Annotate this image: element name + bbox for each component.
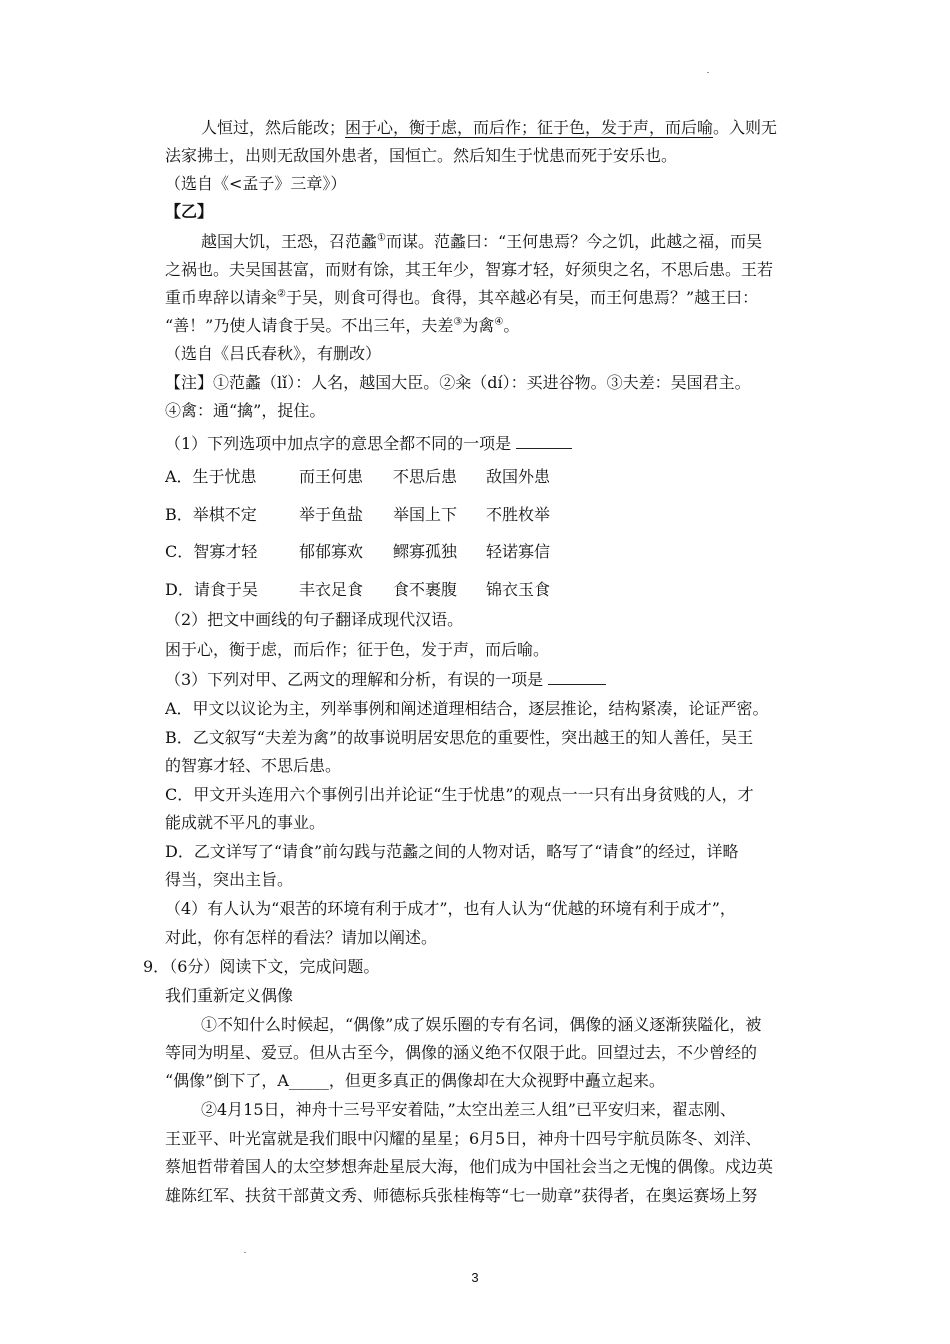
para-1-line-1: ①不知什么时候起，“偶像”成了娱乐圈的专有名词，偶像的涵义逐渐狭隘化，被 <box>201 1015 762 1034</box>
q9-number: 9． <box>143 957 170 976</box>
footnote-mark-4: ④ <box>494 316 504 328</box>
option-d-c: 食不裹腹 <box>393 580 458 599</box>
yi-source: （选自《吕氏春秋》，有删改） <box>165 344 382 363</box>
footnote-mark-3: ③ <box>453 316 463 328</box>
para-2-line-1: ②4月15日，神舟十三号平安着陆，”太空出差三人组”已平安归来，翟志刚、 <box>201 1100 736 1119</box>
jia-line-1-post: 。入则无 <box>713 118 778 137</box>
scan-speck <box>707 72 709 73</box>
article-title: 我们重新定义偶像 <box>165 986 294 1005</box>
option-b-label: B．举棋不定 <box>165 505 257 524</box>
yi-heading: 【乙】 <box>165 202 214 221</box>
option-b-c: 举国上下 <box>393 505 458 524</box>
para-2-line-3: 蔡旭哲带着国人的太空梦想奔赴星辰大海，他们成为中国社会当之无愧的偶像。戍边英 <box>165 1157 774 1176</box>
q3-option-d-line-2: 得当，突出主旨。 <box>165 870 294 889</box>
option-c-d: 轻诺寡信 <box>486 542 551 561</box>
option-c-c: 鳏寡孤独 <box>393 542 458 561</box>
option-b-b: 举于鱼盐 <box>299 505 364 524</box>
yi-line-3 <box>165 286 758 310</box>
para-1-line-3-pre: “偶像”倒下了，A <box>165 1071 289 1090</box>
q3-stem <box>165 667 606 692</box>
yi-line-1 <box>201 230 762 254</box>
q2-stem: （2）把文中画线的句子翻译成现代汉语。 <box>165 610 464 629</box>
para-1-line-2: 等同为明星、爱豆。但从古至今，偶像的涵义绝不仅限于此。回望过去，不少曾经的 <box>165 1043 758 1062</box>
jia-line-2: 法家拂士，出则无敌国外患者，国恒亡。然后知生于忧患而死于安乐也。 <box>165 146 678 165</box>
yi-line-1-post: 而谋。范蠡曰：“王何患焉？今之饥，此越之福，而吴 <box>385 232 763 251</box>
yi-line-4 <box>165 314 519 338</box>
answer-blank[interactable] <box>548 667 606 685</box>
option-b-d: 不胜枚举 <box>486 505 551 524</box>
q4-line-2: 对此，你有怎样的看法？请加以阐述。 <box>165 928 438 947</box>
footnote-mark-2: ② <box>277 288 286 300</box>
option-a-b: 而王何患 <box>299 467 364 486</box>
q3-option-a: A．甲文以议论为主，列举事例和阐述道理相结合，逐层推论，结构紧凑，论证严密。 <box>165 699 769 718</box>
yi-line-2: 之祸也。夫吴国甚富，而财有馀，其王年少，智寡才轻，好须臾之名，不思后患。王若 <box>165 260 774 279</box>
option-a-d: 敌国外患 <box>486 467 551 486</box>
option-c-label: C．智寡才轻 <box>165 542 258 561</box>
q3-option-d-line-1: D．乙文详写了“请食”前勾践与范蠡之间的人物对话，略写了“请食”的经过，详略 <box>165 842 739 861</box>
yi-line-1-text: 越国大饥，王恐，召范蠡 <box>201 232 378 251</box>
para-1-line-3-post: ，但更多真正的偶像却在大众视野中矗立起来。 <box>328 1071 665 1090</box>
jia-source: （选自《<孟子》三章》） <box>165 174 347 193</box>
q1-stem <box>165 431 572 456</box>
para-1-line-3 <box>165 1069 665 1093</box>
q2-sentence: 困于心，衡于虑，而后作；征于色，发于声，而后喻。 <box>165 640 550 659</box>
q9-header <box>143 955 379 979</box>
option-d-d: 锦衣玉食 <box>486 580 551 599</box>
q3-option-b-line-2: 的智寡才轻、不思后患。 <box>165 756 342 775</box>
option-a-c: 不思后患 <box>393 467 458 486</box>
q4-line-1: （4）有人认为“艰苦的环境有利于成才”，也有人认为“优越的环境有利于成才”， <box>165 899 736 918</box>
yi-line-3-pre: 重币卑辞以请籴 <box>165 288 278 307</box>
option-d-b: 丰衣足食 <box>299 580 364 599</box>
yi-line-4-post: 。 <box>503 316 520 335</box>
yi-line-3-post: 于吴，则食可得也。食得，其卒越必有吴，而王何患焉？”越王曰： <box>285 288 759 307</box>
q3-option-b-line-1: B．乙文叙写“夫差为禽”的故事说明居安思危的重要性，突出越王的知人善任，吴王 <box>165 728 754 747</box>
footnote-mark-1: ① <box>377 232 386 244</box>
option-d-label: D．请食于吴 <box>165 580 258 599</box>
para-2-line-2: 王亚平、叶光富就是我们眼中闪耀的星星；6月5日，神舟十四号宇航员陈冬、刘洋、 <box>165 1129 762 1148</box>
yi-note-2: ④禽：通“擒”，捉住。 <box>165 401 326 420</box>
q3-stem-text: （3）下列对甲、乙两文的理解和分析，有误的一项是 <box>165 670 544 689</box>
underlined-sentence: 困于心，衡于虑，而后作；征于色，发于声，而后喻 <box>345 118 714 137</box>
jia-line-1 <box>201 116 777 140</box>
fill-blank-a[interactable]: _____ <box>288 1071 329 1090</box>
option-c-b: 郁郁寡欢 <box>299 542 364 561</box>
yi-note-1: 【注】①范蠡（lǐ）：人名，越国大臣。②籴（dí）：买进谷物。③夫差：吴国君主。 <box>165 373 751 392</box>
q3-option-c-line-1: C．甲文开头连用六个事例引出并论证“生于忧患”的观点一一只有出身贫贱的人，才 <box>165 785 754 804</box>
q3-option-c-line-2: 能成就不平凡的事业。 <box>165 813 326 832</box>
answer-blank[interactable] <box>516 431 572 449</box>
option-a-label: A．生于忧患 <box>165 467 257 486</box>
yi-line-4-mid: 为禽 <box>462 316 495 335</box>
q1-stem-text: （1）下列选项中加点字的意思全都不同的一项是 <box>165 434 512 453</box>
para-2-line-4: 雄陈红军、扶贫干部黄文秀、师德标兵张桂梅等“七一勋章”获得者，在奥运赛场上努 <box>165 1186 758 1205</box>
scan-speck <box>244 1252 246 1253</box>
yi-line-4-pre: “善！”乃使人请食于吴。不出三年，夫差 <box>165 316 454 335</box>
jia-line-1-pre: 人恒过，然后能改； <box>201 118 346 137</box>
page-number: 3 <box>471 1270 479 1285</box>
q9-stem: （6分）阅读下文，完成问题。 <box>169 957 380 976</box>
